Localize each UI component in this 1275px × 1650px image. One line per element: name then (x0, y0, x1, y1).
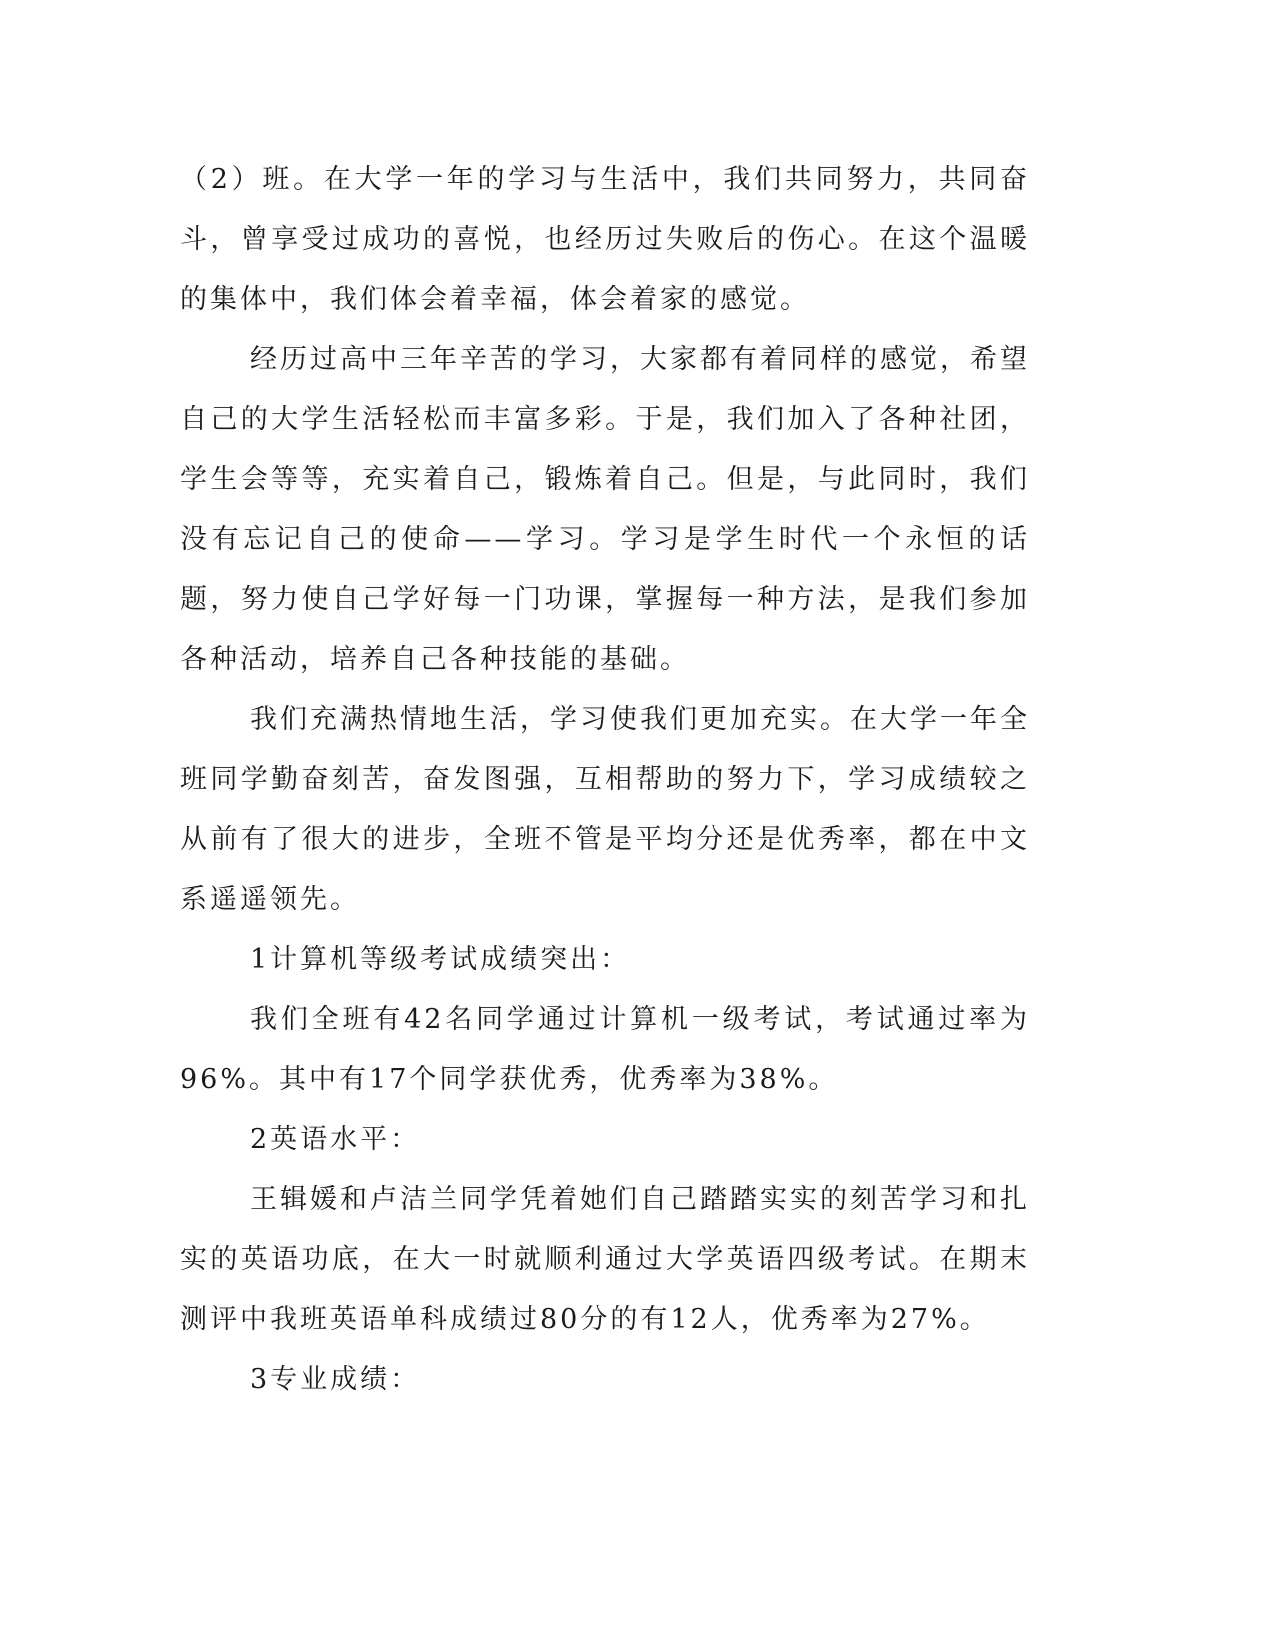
heading-computer-exam: 1计算机等级考试成绩突出： (250, 944, 631, 975)
heading-english-level: 2英语水平： (250, 1124, 421, 1155)
document-page (180, 150, 1030, 1410)
paragraph-computer-results: 我们全班有42名同学通过计算机一级考试，考试通过率为96%。其中有17个同学获优秀，优秀率为38%。 (180, 1004, 1030, 1095)
paragraph-university-life: 经历过高中三年辛苦的学习，大家都有着同样的感觉，希望自己的大学生活轻松而丰富多彩。于是，我们加入了各种社团，学生会等等，充实着自己，锻炼着自己。但是，与此同时，我们没有忘记自己的使命——学习。学习是学生时代一个永恒的话题，努力使自己学好每一门功课，掌握每一种方法，是我们参加各种活动，培养自己各种技能的基础。 (180, 344, 1030, 675)
paragraph-study-progress: 我们充满热情地生活，学习使我们更加充实。在大学一年全班同学勤奋刻苦，奋发图强，互相帮助的努力下，学习成绩较之从前有了很大的进步，全班不管是平均分还是优秀率，都在中文系遥遥领先。 (180, 704, 1030, 915)
paragraph-class-intro: （2）班。在大学一年的学习与生活中，我们共同努力，共同奋斗，曾享受过成功的喜悦，也经历过失败后的伤心。在这个温暖的集体中，我们体会着幸福，体会着家的感觉。 (180, 164, 1030, 315)
paragraph-english-results: 王辑媛和卢洁兰同学凭着她们自己踏踏实实的刻苦学习和扎实的英语功底，在大一时就顺利通过大学英语四级考试。在期末测评中我班英语单科成绩过80分的有12人，优秀率为27%。 (180, 1184, 1030, 1335)
heading-major-results: 3专业成绩： (250, 1364, 421, 1395)
